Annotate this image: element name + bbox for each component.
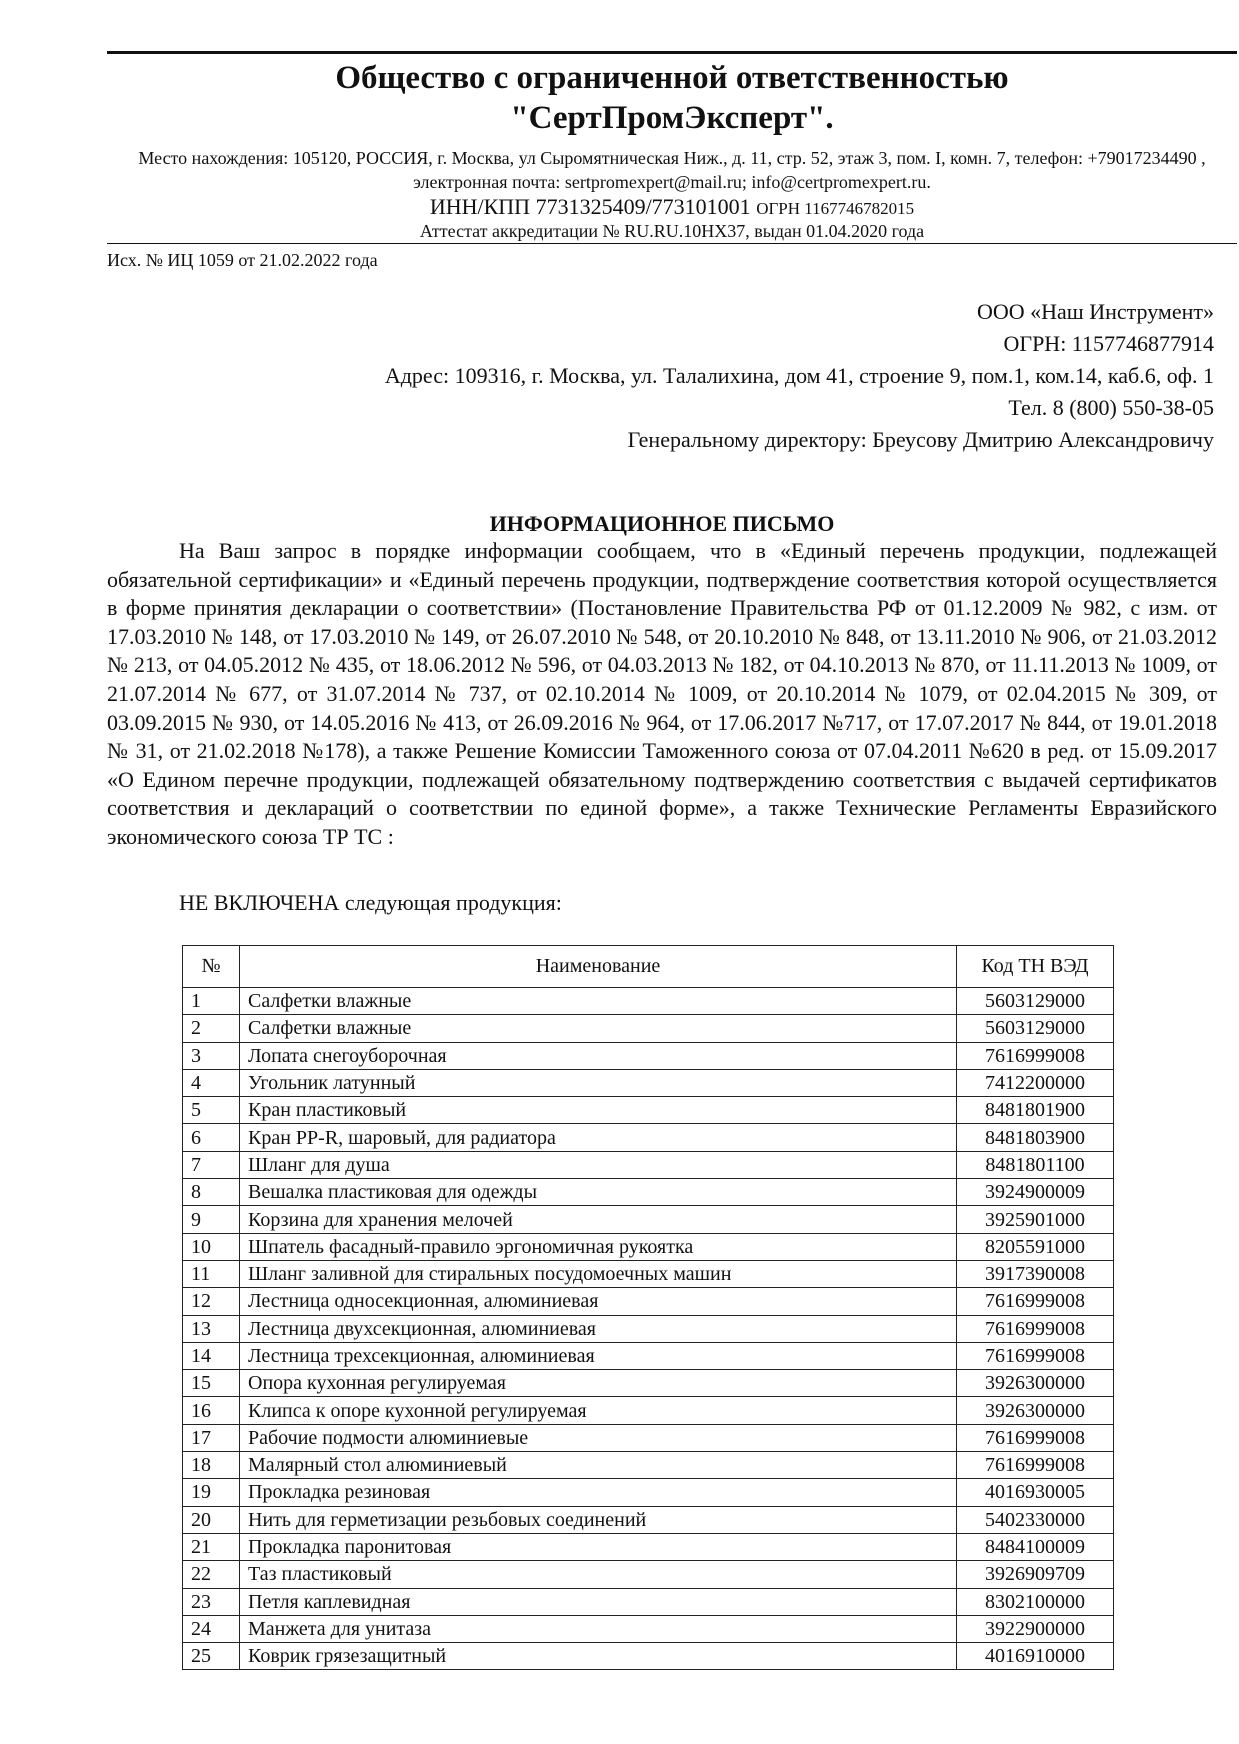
row-number: 8: [183, 1179, 240, 1206]
table-row: [183, 1315, 1114, 1342]
tnved-code: 3922900000: [957, 1615, 1114, 1642]
recipient-ogrn: ОГРН: 1157746877914: [1003, 331, 1214, 356]
product-name: Лестница трехсекционная, алюминиевая: [240, 1342, 957, 1369]
header-top-rule: [107, 51, 1237, 54]
tnved-code: 3926909709: [957, 1561, 1114, 1588]
tnved-code: 5402330000: [957, 1506, 1114, 1533]
table-row: [183, 1206, 1114, 1233]
table-row: [183, 1069, 1114, 1096]
recipient-phone: Тел. 8 (800) 550-38-05: [1008, 395, 1214, 420]
row-number: 20: [183, 1506, 240, 1533]
product-name: Лестница односекционная, алюминиевая: [240, 1288, 957, 1315]
row-number: 23: [183, 1588, 240, 1615]
products-table: [182, 945, 1114, 1670]
product-name: Кран пластиковый: [240, 1097, 957, 1124]
table-body: [183, 988, 1114, 1670]
tnved-code: 7616999008: [957, 1452, 1114, 1479]
product-name: Шпатель фасадный-правило эргономичная рукоятка: [240, 1233, 957, 1260]
row-number: 22: [183, 1561, 240, 1588]
tnved-code: 5603129000: [957, 988, 1114, 1015]
tnved-code: 3917390008: [957, 1260, 1114, 1287]
row-number: 5: [183, 1097, 240, 1124]
table-row: [183, 1124, 1114, 1151]
recipient-company: ООО «Наш Инструмент»: [976, 299, 1214, 324]
header-number: №: [183, 946, 240, 988]
table-row: [183, 1397, 1114, 1424]
product-name: Рабочие подмости алюминиевые: [240, 1424, 957, 1451]
product-name: Петля каплевидная: [240, 1588, 957, 1615]
tnved-code: 7616999008: [957, 1042, 1114, 1069]
table-row: [183, 1479, 1114, 1506]
table-row: [183, 1042, 1114, 1069]
tnved-code: 8481803900: [957, 1124, 1114, 1151]
product-name: Шланг заливной для стиральных посудомоечных машин: [240, 1260, 957, 1287]
inn-ogrn-line: [107, 194, 1237, 222]
tnved-code: 4016930005: [957, 1479, 1114, 1506]
table-row: [183, 1260, 1114, 1287]
recipient-address: Адрес: 109316, г. Москва, ул. Талалихина, дом 41, строение 9, пом.1, ком.14, каб.6, оф. 1: [384, 363, 1214, 388]
tnved-code: 7616999008: [957, 1288, 1114, 1315]
organization-title-line-1: Общество с ограниченной ответственностью: [335, 60, 1009, 96]
table-row: [183, 1452, 1114, 1479]
row-number: 1: [183, 988, 240, 1015]
table-row: [183, 1424, 1114, 1451]
row-number: 24: [183, 1615, 240, 1642]
letter-body: На Ваш запрос в порядке информации сообщаем, что в «Единый перечень продукции, подлежащей обязательной сертификации» и «Единый перечень продукции, подтверждение соответствия которой осуществляется в форме принятия декларации о соответствии» (Постановление Правительства РФ от 01.12.2009 № 982, с изм. от 17.03.2010 № 148, от 17.03.2010 № 149, от 26.07.2010 № 548, от 20.10.2010 № 848, от 13.11.2010 № 906, от 21.03.2012 № 213, от 04.05.2012 № 435, от 18.06.2012 № 596, от 04.03.2013 № 182, от 04.10.2013 № 870, от 11.11.2013 № 1009, от 21.07.2014 № 677, от 31.07.2014 № 737, от 02.10.2014 № 1009, от 20.10.2014 № 1079, от 02.04.2015 № 309, от 03.09.2015 № 930, от 14.05.2016 № 413, от 26.09.2016 № 964, от 17.06.2017 №717, от 17.07.2017 № 844, от 19.01.2018 № 31, от 21.02.2018 №178), а также Решение Комиссии Таможенного союза от 07.04.2011 №620 в ред. от 15.09.2017 «О Едином перечне продукции, подлежащей обязательному подтверждению соответствия с выдачей сертификатов соответствия и деклараций о соответствии по единой форме», а также Технические Регламенты Евразийского экономического союза ТР ТС :: [107, 538, 1217, 849]
tnved-code: 5603129000: [957, 1015, 1114, 1042]
table-row: [183, 1506, 1114, 1533]
product-name: Лопата снегоуборочная: [240, 1042, 957, 1069]
tnved-code: 3926300000: [957, 1397, 1114, 1424]
table-row: [183, 1588, 1114, 1615]
table-row: [183, 1615, 1114, 1642]
row-number: 3: [183, 1042, 240, 1069]
product-name: Коврик грязезащитный: [240, 1643, 957, 1670]
row-number: 12: [183, 1288, 240, 1315]
row-number: 19: [183, 1479, 240, 1506]
recipient-block: [214, 296, 1214, 456]
header-bottom-rule: [107, 243, 1237, 244]
tnved-code: 4016910000: [957, 1643, 1114, 1670]
row-number: 16: [183, 1397, 240, 1424]
row-number: 10: [183, 1233, 240, 1260]
product-name: Прокладка резиновая: [240, 1479, 957, 1506]
row-number: 7: [183, 1151, 240, 1178]
letter-title: ИНФОРМАЦИОННОЕ ПИСЬМО: [489, 511, 835, 536]
row-number: 6: [183, 1124, 240, 1151]
accreditation-line: Аттестат аккредитации № RU.RU.10НХ37, выдан 01.04.2020 года: [419, 221, 925, 241]
outgoing-reference: Исх. № ИЦ 1059 от 21.02.2022 года: [107, 250, 378, 270]
tnved-code: 8484100009: [957, 1533, 1114, 1560]
row-number: 13: [183, 1315, 240, 1342]
tnved-code: 8481801900: [957, 1097, 1114, 1124]
product-name: Салфетки влажные: [240, 1015, 957, 1042]
tnved-code: 8205591000: [957, 1233, 1114, 1260]
table-row: [183, 1233, 1114, 1260]
product-name: Вешалка пластиковая для одежды: [240, 1179, 957, 1206]
product-name: Прокладка паронитовая: [240, 1533, 957, 1560]
tnved-code: 7616999008: [957, 1315, 1114, 1342]
tnved-code: 8302100000: [957, 1588, 1114, 1615]
ogrn: ОГРН 1167746782015: [756, 199, 915, 218]
row-number: 18: [183, 1452, 240, 1479]
table-row: [183, 1097, 1114, 1124]
not-included-line: НЕ ВКЛЮЧЕНА следующая продукция:: [179, 890, 562, 915]
table-row: [183, 1370, 1114, 1397]
inn-kpp: ИНН/КПП 7731325409/773101001: [429, 194, 751, 219]
product-name: Лестница двухсекционная, алюминиевая: [240, 1315, 957, 1342]
product-name: Таз пластиковый: [240, 1561, 957, 1588]
product-name: Шланг для душа: [240, 1151, 957, 1178]
tnved-code: 3926300000: [957, 1370, 1114, 1397]
row-number: 9: [183, 1206, 240, 1233]
product-name: Манжета для унитаза: [240, 1615, 957, 1642]
table-row: [183, 1151, 1114, 1178]
tnved-code: 7412200000: [957, 1069, 1114, 1096]
product-name: Кран PP-R, шаровый, для радиатора: [240, 1124, 957, 1151]
organization-title: [107, 58, 1237, 138]
product-name: Угольник латунный: [240, 1069, 957, 1096]
organization-address: Место нахождения: 105120, РОССИЯ, г. Москва, ул Сыромятническая Ниж., д. 11, стр. 52, этаж 3, пом. I, комн. 7, телефон: +79017234490 , электронная почта: sertpromexpert@mail.ru; info@certpromexpert.ru.: [138, 148, 1206, 192]
tnved-code: 3925901000: [957, 1206, 1114, 1233]
header-name: Наименование: [240, 946, 957, 988]
table-row: [183, 1533, 1114, 1560]
product-name: Клипса к опоре кухонной регулируемая: [240, 1397, 957, 1424]
table-row: [183, 1342, 1114, 1369]
organization-title-line-2: "СертПромЭксперт".: [510, 100, 834, 136]
row-number: 17: [183, 1424, 240, 1451]
table-row: [183, 1015, 1114, 1042]
tnved-code: 7616999008: [957, 1424, 1114, 1451]
tnved-code: 7616999008: [957, 1342, 1114, 1369]
table-row: [183, 988, 1114, 1015]
product-name: Нить для герметизации резьбовых соединений: [240, 1506, 957, 1533]
row-number: 11: [183, 1260, 240, 1287]
product-name: Опора кухонная регулируемая: [240, 1370, 957, 1397]
table-row: [183, 1179, 1114, 1206]
header-code: Код ТН ВЭД: [957, 946, 1114, 988]
row-number: 25: [183, 1643, 240, 1670]
row-number: 14: [183, 1342, 240, 1369]
tnved-code: 3924900009: [957, 1179, 1114, 1206]
row-number: 4: [183, 1069, 240, 1096]
row-number: 21: [183, 1533, 240, 1560]
product-name: Салфетки влажные: [240, 988, 957, 1015]
recipient-director: Генеральному директору: Бреусову Дмитрию Александровичу: [627, 427, 1214, 452]
row-number: 15: [183, 1370, 240, 1397]
tnved-code: 8481801100: [957, 1151, 1114, 1178]
product-name: Малярный стол алюминиевый: [240, 1452, 957, 1479]
row-number: 2: [183, 1015, 240, 1042]
product-name: Корзина для хранения мелочей: [240, 1206, 957, 1233]
table-row: [183, 1643, 1114, 1670]
table-row: [183, 1561, 1114, 1588]
table-row: [183, 1288, 1114, 1315]
table-header-row: [183, 946, 1114, 988]
